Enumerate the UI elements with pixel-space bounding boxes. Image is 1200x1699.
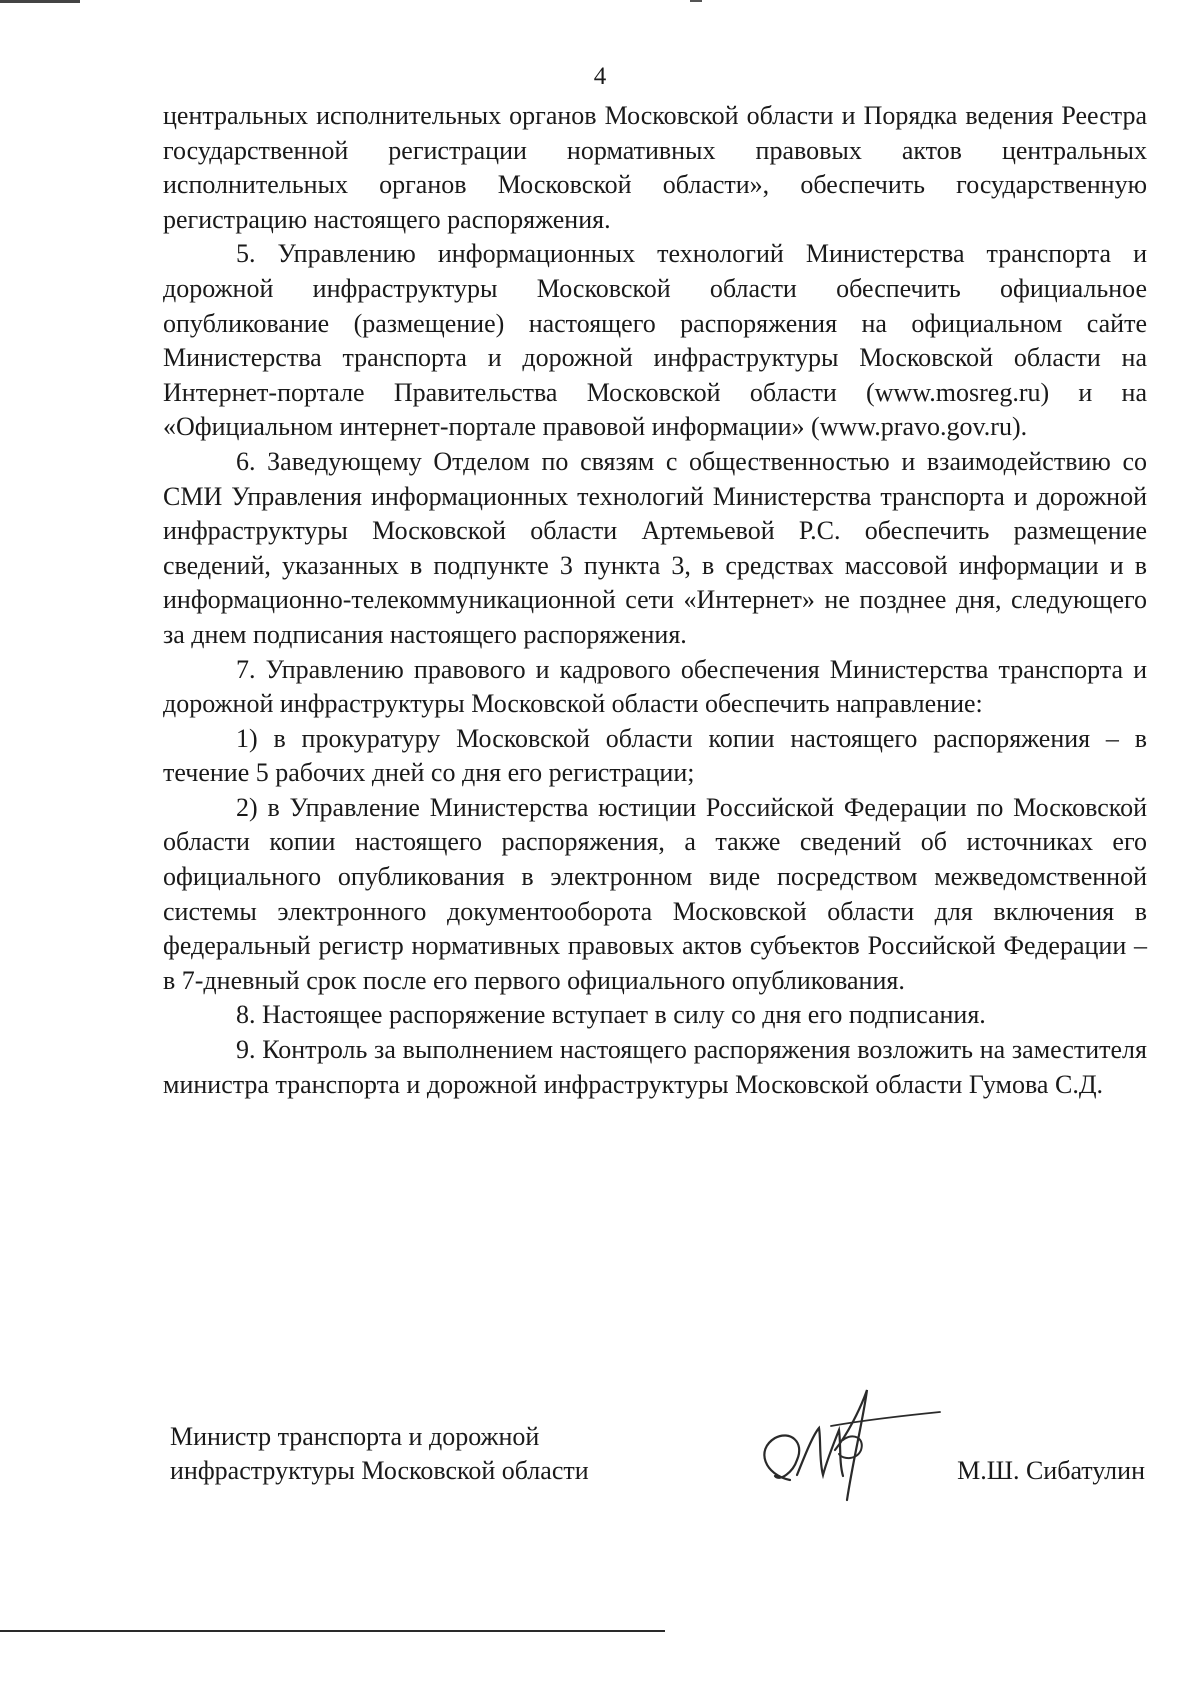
- paragraph-item-7: 7. Управлению правового и кадрового обеспечения Министерства транспорта и дорожной инфраструктуры Московской области обеспечить направление:: [163, 654, 1147, 719]
- document-body: [163, 99, 1147, 1102]
- scan-edge-mark: [0, 0, 80, 3]
- paragraph-subitem-1: 1) в прокуратуру Московской области копии настоящего распоряжения – в течение 5 рабочих дней со дня его регистрации;: [163, 723, 1147, 788]
- paragraph-item-5: 5. Управлению информационных технологий Министерства транспорта и дорожной инфраструктуры Московской области обеспечить официальное опубликование (размещение) настоящего распоряжения на официальном сайте Министерства транспорта и дорожной инфраструктуры Московской области на Интернет-портале Правительства Московской области (www.mosreg.ru) и на «Официальном интернет-портале правовой информации» (www.pravo.gov.ru).: [163, 239, 1147, 442]
- scan-edge-mark: [690, 0, 702, 2]
- handwritten-signature-icon: [735, 1380, 945, 1520]
- signer-title: [170, 1420, 690, 1488]
- paragraph-item-8: 8. Настоящее распоряжение вступает в силу со дня его подписания.: [236, 1000, 986, 1030]
- bottom-border-line: [0, 1630, 665, 1632]
- paragraph-continuation: центральных исполнительных органов Московской области и Порядка ведения Реестра государственной регистрации нормативных правовых актов центральных исполнительных органов Московской области», обеспечить государственную регистрацию настоящего распоряжения.: [163, 101, 1147, 234]
- signer-title-line: инфраструктуры Московской области: [170, 1456, 589, 1485]
- paragraph-item-6: 6. Заведующему Отделом по связям с общественностью и взаимодействию со СМИ Управления информационных технологий Министерства транспорта и дорожной инфраструктуры Московской области Артемьевой Р.С. обеспечить размещение сведений, указанных в подпункте 3 пункта 3, в средствах массовой информации и в информационно-телекоммуникационной сети «Интернет» не позднее дня, следующего за днем подписания настоящего распоряжения.: [163, 446, 1147, 649]
- paragraph-item-9: 9. Контроль за выполнением настоящего распоряжения возложить на заместителя министра транспорта и дорожной инфраструктуры Московской области Гумова С.Д.: [163, 1035, 1147, 1099]
- signer-title-line: Министр транспорта и дорожной: [170, 1422, 540, 1451]
- page-number: 4: [593, 63, 607, 90]
- signer-name: М.Ш. Сибатулин: [957, 1456, 1145, 1485]
- paragraph-subitem-2: 2) в Управление Министерства юстиции Российской Федерации по Московской области копии настоящего распоряжения, а также сведений об источниках его официального опубликования в электронном виде посредством межведомственной системы электронного документооборота Московской области для включения в федеральный регистр нормативных правовых актов субъектов Российской Федерации – в 7-дневный срок после его первого официального опубликования.: [163, 792, 1147, 995]
